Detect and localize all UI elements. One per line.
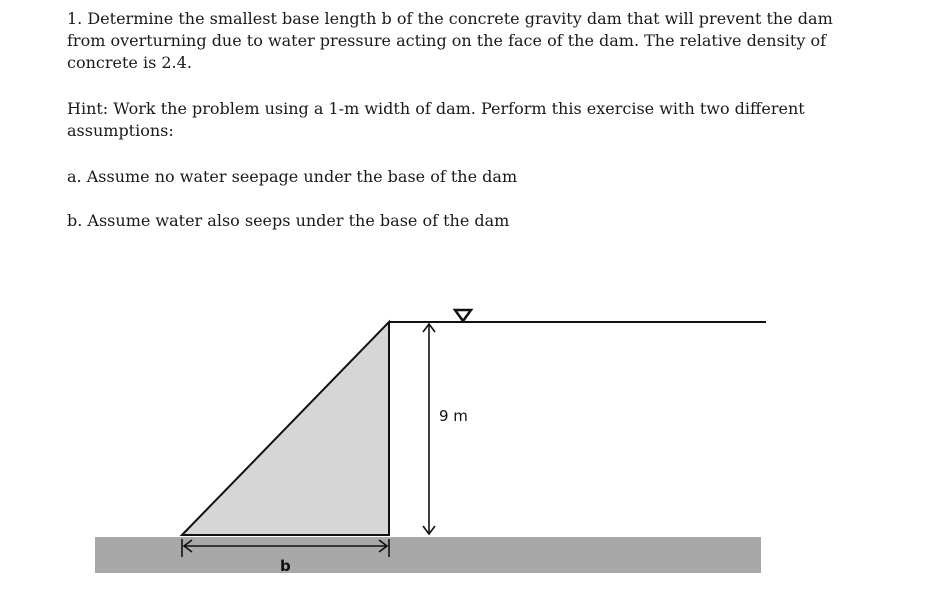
problem-statement: 1. Determine the smallest base length b of the concrete gravity dam that will prevent the dam from overturning due to water pressure acting on the face of the dam. The relative density of concrete is 2.4. (67, 9, 833, 72)
water-level-icon (455, 310, 471, 321)
assumption-b: b. Assume water also seeps under the base of the dam (67, 211, 510, 230)
height-label: 9 m (439, 407, 468, 425)
base-label: b (280, 557, 291, 575)
assumption-a: a. Assume no water seepage under the base of the dam (67, 167, 518, 186)
problem-hint: Hint: Work the problem using a 1-m width of dam. Perform this exercise with two different assumptions: (67, 99, 805, 140)
ground (95, 537, 761, 573)
dam-body (182, 322, 389, 535)
height-dimension (423, 324, 435, 534)
